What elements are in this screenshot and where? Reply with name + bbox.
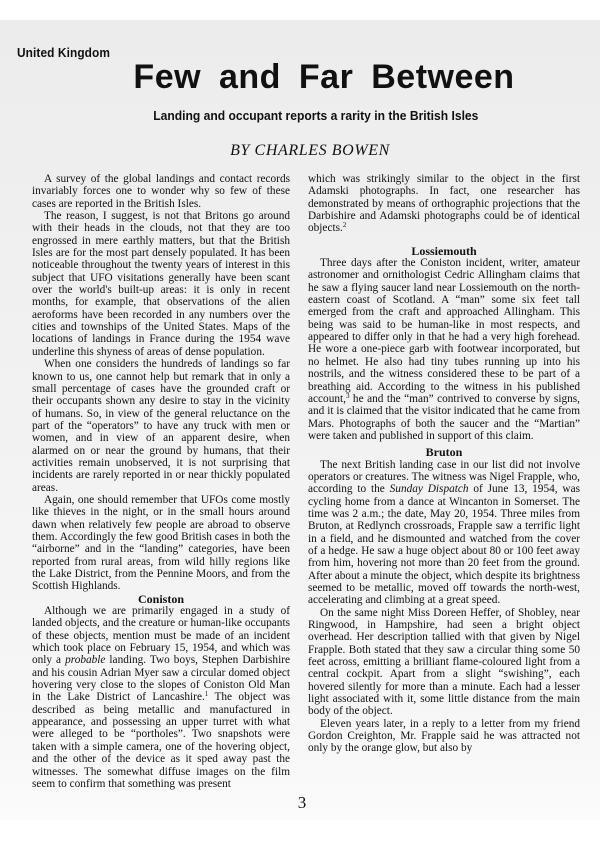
article-title: Few and Far Between [133, 58, 515, 96]
subheading-bruton: Bruton [425, 445, 463, 460]
right-column [308, 173, 580, 755]
paragraph [308, 257, 580, 442]
text-run: landing. Two boys, Stephen Darbishire and his cousin Adrian Myer saw a circular domed object hovering very close to the slopes of Coniston Old Man in the Lake District of Lancashire. [32, 654, 290, 704]
paragraph: The reason, I suggest, is not that Britons go around with their heads in the clouds, not that they are too engrossed in mere earthly matters, but that the British Isles are for the most part densely populated. It has been noticeable throughout the twenty years of interest in this subject that UFO visitations generally have been scant over the world's built-up areas: it is only in recent months, for example, that observations of the alien aeroforms have been recorded in any numbers over the cities and townships of the United States. Maps of the locations of landings in France during the 1954 wave underline this shyness of areas of dense population. [32, 210, 290, 358]
subheading-lossiemouth: Lossiemouth [411, 243, 477, 258]
footnote-ref: 1 [204, 690, 209, 699]
paragraph: Again, one should remember that UFOs come mostly like thieves in the night, or in the small hours around dawn when relatively few people are abroad to observe them. Accordingly the few good British cases in both the “airborne” and in the “landing” categories, have been reported from rural areas, from wild hilly regions like the Lake District, from the Pennine Moors, and from the Scottish Highlands. [32, 493, 290, 593]
emphasis: Sunday Dispatch [389, 483, 469, 496]
byline: BY CHARLES BOWEN [230, 142, 390, 159]
emphasis: probable [65, 654, 106, 667]
section-label: United Kingdom [17, 46, 111, 60]
footnote-ref: 3 [345, 391, 350, 400]
text-run: of June 13, 1954, was cycling home from a dance at Wincanton in Somerset. The time was 2 a.m.; the date, May 20, 1954. Three miles from Bruton, at Redlynch crossroads, Frapple saw a terrific light in a field, and he dismounted and watched from the cover of a hedge. He saw a huge object about 80 or 100 feet away from him, hovering not more than 20 feet from the ground. After about a minute the object, which despite its brightness seemed to be metallic, moved off towards the north-west, accelerating and climbing at a great speed. [308, 483, 580, 607]
text-run: Three days after the Coniston incident, writer, amateur astronomer and ornithologist Cedric Allingham claims that he saw a flying saucer land near Lossiemouth on the north-eastern coast of Scotland. A “man” some six feet tall emerged from the craft and approached Allingham. This being was said to be human-like in most respects, and appeared to differ only in that he had a very high forehead. He wore a one-piece garb with footwear incorporated, but no helmet. He also had tiny tubes running up into his nostrils, and the witness considered these to be part of a breathing aid. According to the witness in his published account, [308, 257, 580, 405]
article-subtitle: Landing and occupant reports a rarity in the British Isles [153, 108, 479, 123]
text-run: Although we are primarily engaged in a study of landed objects, and the creature or human-like occupants of these objects, mention must be made of an incident which took place on February 15, 1954, and which was only a [32, 605, 290, 667]
footnote-ref: 2 [342, 221, 347, 230]
page-number: 3 [297, 793, 307, 812]
paragraph: Eleven years later, in a reply to a letter from my friend Gordon Creighton, Mr. Frapple said he was attracted not only by the orange glow, but also by [308, 717, 580, 755]
paragraph [308, 173, 580, 235]
subheading-coniston: Coniston [137, 591, 184, 606]
text-run: which was strikingly similar to the object in the first Adamski photographs. In fact, one researcher has demonstrated by means of orthographic projections that the Darbishire and Adamski photographs could be of identical objects. [308, 173, 580, 235]
text-run: he and the “man” contrived to converse by signs, and it is claimed that the visitor indicated that he came from Mars. Photographs of both the saucer and the “Martian” were taken and published in support of this claim. [308, 392, 580, 442]
paragraph: A survey of the global landings and contact records invariably forces one to wonder why so few of these cases are reported in the British Isles. [32, 173, 290, 210]
text-run: The next British landing case in our list did not involve operators or creatures. The witness was Nigel Frapple, who, according to the [308, 458, 580, 496]
paragraph: On the same night Miss Doreen Heffer, of Shobley, near Ringwood, in Hampshire, had seen a bright object overhead. Her description tallied with that given by Nigel Frapple. Both stated that they saw a circular thing some 50 feet across, emitting a brilliant flame-coloured light from a central cockpit. Apart from a slight “swishing”, each hovered silently for more than a minute. Each had a lesser light associated with it, some little distance from the main body of the object. [308, 606, 580, 718]
paragraph [308, 459, 580, 607]
paragraph: When one considers the hundreds of landings so far known to us, one cannot help but remark that in only a small percentage of cases have the grounded craft or their occupants shown any desire to stay in the vicinity of humans. So, in view of the general reluctance on the part of the “operators” to have any truck with men or women, and in view of an apparent desire, when alarmed on or near the ground by humans, that their activities remain unobserved, it is not surprising that incidents are rarely reported in or near thickly populated areas. [32, 358, 290, 494]
text-run: The object was described as being metallic and manufactured in appearance, and possessing an upper turret with what were alleged to be “portholes”. Two snapshots were taken with a simple camera, one of the hovering object, and the other of the device as it sped away past the witnesses. The somewhat diffuse images on the film seem to confirm that something was present [32, 691, 290, 790]
paragraph [32, 605, 290, 790]
left-column [32, 173, 290, 790]
